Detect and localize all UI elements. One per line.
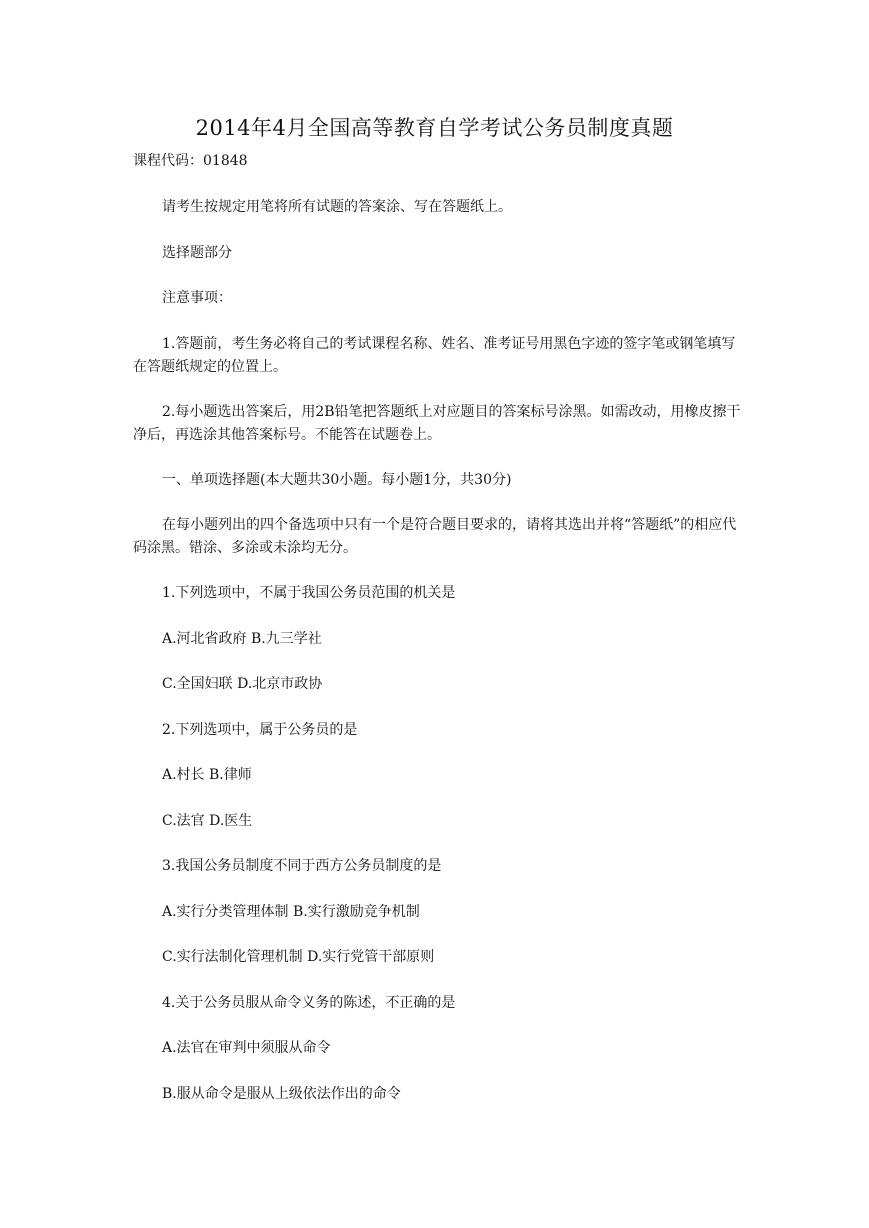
question-1: 1.下列选项中，不属于我国公务员范围的机关是 xyxy=(162,585,456,601)
note-item-2: 2.每小题选出答案后，用2B铅笔把答题纸上对应题目的答案标号涂黑。如需改动，用橡皮擦干净后，再选涂其他答案标号。不能答在试题卷上。 xyxy=(133,404,741,443)
question-4-option-b: B.服从命令是服从上级依法作出的命令 xyxy=(162,1086,401,1102)
question-3-options-ab: A.实行分类管理体制 B.实行激励竞争机制 xyxy=(162,904,420,920)
question-4-option-a: A.法官在审判中须服从命令 xyxy=(162,1040,331,1056)
question-4: 4.关于公务员服从命令义务的陈述，不正确的是 xyxy=(162,995,456,1011)
note-item-1: 1.答题前，考生务必将自己的考试课程名称、姓名、准考证号用黑色字迹的签字笔或钢笔填写在答题纸规定的位置上。 xyxy=(133,336,736,375)
question-1-options-ab: A.河北省政府 B.九三学社 xyxy=(162,631,322,647)
course-code: 课程代码：01848 xyxy=(133,153,248,169)
question-2: 2.下列选项中，属于公务员的是 xyxy=(162,722,358,738)
question-1-options-cd: C.全国妇联 D.北京市政协 xyxy=(162,676,323,692)
document-title: 2014年4月全国高等教育自学考试公务员制度真题 xyxy=(195,116,674,140)
section-heading-choice: 选择题部分 xyxy=(162,245,232,261)
question-3: 3.我国公务员制度不同于西方公务员制度的是 xyxy=(162,858,442,874)
notes-heading: 注意事项： xyxy=(162,290,232,306)
section-heading-single-choice: 一、单项选择题(本大题共30小题。每小题1分，共30分) xyxy=(162,472,512,488)
instruction-paragraph: 请考生按规定用笔将所有试题的答案涂、写在答题纸上。 xyxy=(162,199,512,215)
question-2-options-ab: A.村长 B.律师 xyxy=(162,767,252,783)
question-2-options-cd: C.法官 D.医生 xyxy=(162,813,253,829)
question-3-options-cd: C.实行法制化管理机制 D.实行党管干部原则 xyxy=(162,949,435,965)
single-choice-instructions: 在每小题列出的四个备选项中只有一个是符合题目要求的，请将其选出并将“答题纸”的相应代码涂黑。错涂、多涂或未涂均无分。 xyxy=(133,517,737,556)
